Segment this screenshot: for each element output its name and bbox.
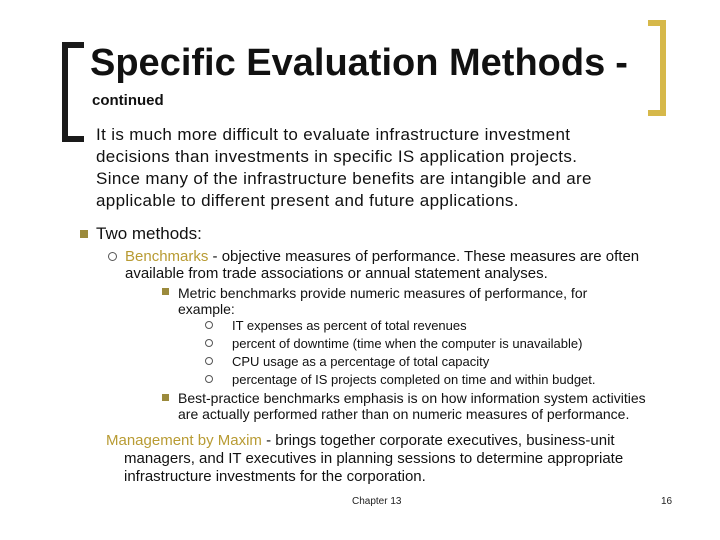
intro-paragraph (96, 124, 696, 212)
slide-title-dash: - (615, 42, 628, 84)
square-bullet-icon (162, 288, 169, 295)
title-left-bracket (62, 42, 84, 142)
maxim-item (106, 432, 623, 486)
intro-line: Since many of the infrastructure benefits are intangible and are (96, 169, 592, 188)
best-practice-text-cont: are actually performed rather than on numeric measures of performance. (178, 406, 630, 422)
benchmarks-text-cont: available from trade associations or annual statement analyses. (125, 265, 548, 282)
circle-bullet-icon (205, 321, 213, 329)
benchmarks-item (125, 248, 639, 282)
metric-benchmarks-text-cont: example: (178, 301, 235, 317)
maxim-text: - brings together corporate executives, business-unit (261, 432, 615, 449)
circle-bullet-icon (108, 252, 117, 261)
slide-subtitle: continued (92, 92, 164, 109)
metric-example: percent of downtime (time when the computer is unavailable) (232, 336, 583, 351)
maxim-text-cont: managers, and IT executives in planning sessions to determine appropriate (124, 450, 624, 467)
methods-heading: Two methods: (96, 224, 202, 243)
maxim-text-cont: infrastructure investments for the corporation. (124, 468, 426, 485)
metric-benchmarks-item (178, 285, 587, 317)
intro-line: decisions than investments in specific IS application projects. (96, 147, 578, 166)
circle-bullet-icon (205, 339, 213, 347)
metric-example: CPU usage as a percentage of total capacity (232, 354, 490, 369)
footer-chapter: Chapter 13 (352, 496, 402, 507)
metric-example: percentage of IS projects completed on time and within budget. (232, 372, 596, 387)
footer-page-number: 16 (661, 496, 673, 507)
maxim-label: Management by Maxim (106, 432, 262, 449)
best-practice-item (178, 390, 646, 422)
intro-line: It is much more difficult to evaluate infrastructure investment (96, 125, 571, 144)
benchmarks-label: Benchmarks (125, 248, 209, 265)
benchmarks-text: - objective measures of performance. These measures are often (208, 248, 640, 265)
square-bullet-icon (80, 230, 88, 238)
metric-benchmarks-text: Metric benchmarks provide numeric measures of performance, for (178, 285, 588, 301)
circle-bullet-icon (205, 375, 213, 383)
metric-example: IT expenses as percent of total revenues (232, 318, 467, 333)
slide-title-text: Specific Evaluation Methods (90, 42, 606, 84)
intro-line: applicable to different present and future applications. (96, 191, 519, 210)
square-bullet-icon (162, 394, 169, 401)
circle-bullet-icon (205, 357, 213, 365)
slide-title (90, 42, 628, 85)
best-practice-text: Best-practice benchmarks emphasis is on how information system activities (178, 390, 646, 406)
title-right-bracket (648, 20, 666, 116)
